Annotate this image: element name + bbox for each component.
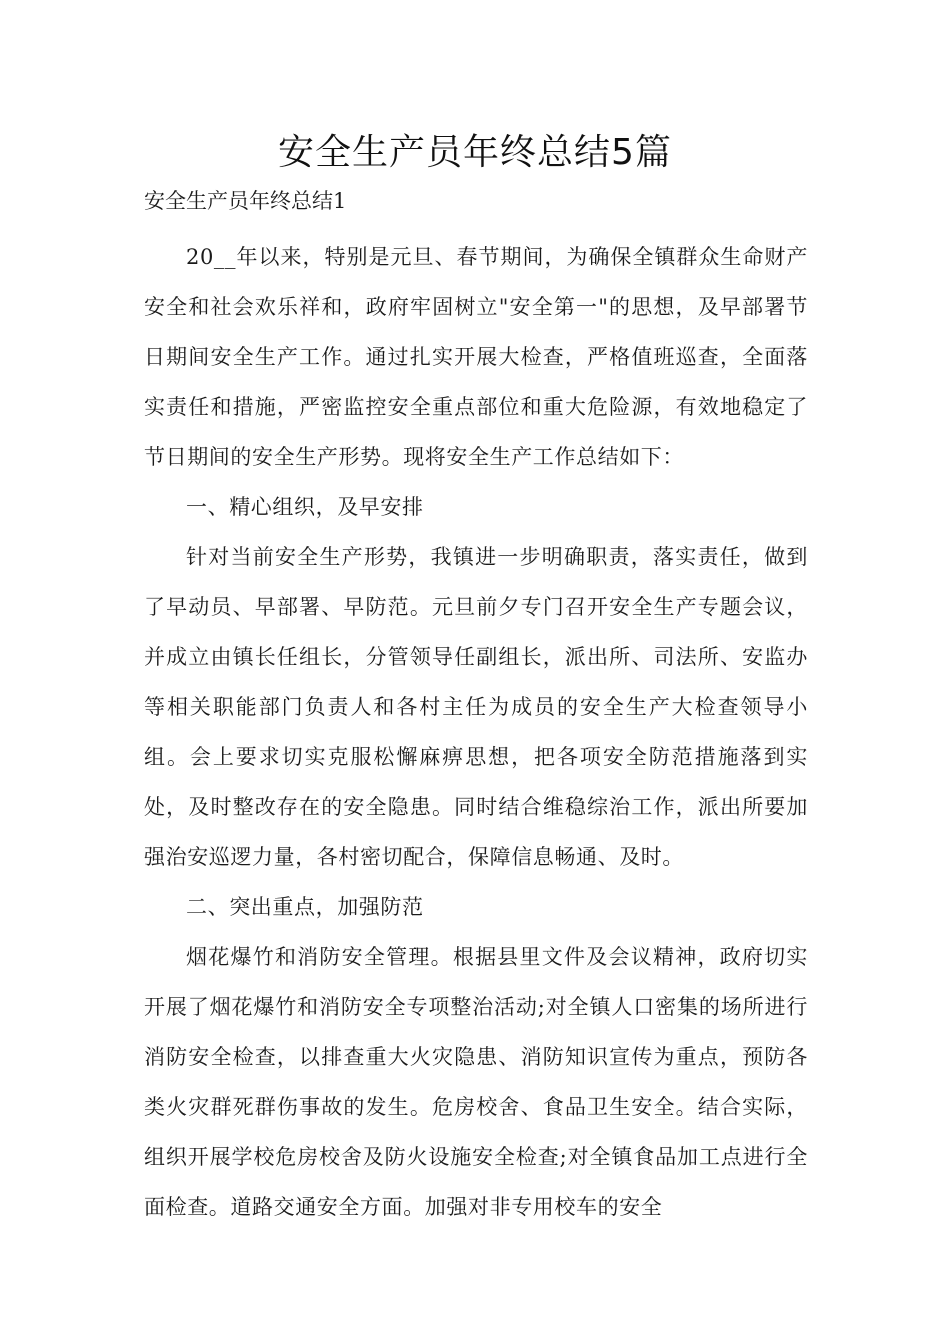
section-heading-1: 一、精心组织，及早安排 — [186, 495, 424, 519]
section-heading-2: 二、突出重点，加强防范 — [186, 895, 424, 919]
document-body — [144, 232, 808, 1232]
document-title: 安全生产员年终总结5篇 — [278, 132, 672, 173]
document-subtitle: 安全生产员年终总结1 — [144, 189, 347, 213]
paragraph-section-2: 烟花爆竹和消防安全管理。根据县里文件及会议精神，政府切实开展了烟花爆竹和消防安全专项整治活动;对全镇人口密集的场所进行消防安全检查，以排查重大火灾隐患、消防知识宣传为重点，预防各类火灾群死群伤事故的发生。危房校舍、食品卫生安全。结合实际，组织开展学校危房校舍及防火设施安全检查;对全镇食品加工点进行全面检查。道路交通安全方面。加强对非专用校车的安全 — [144, 945, 808, 1219]
paragraph-intro: 20__年以来，特别是元旦、春节期间，为确保全镇群众生命财产安全和社会欢乐祥和，政府牢固树立"安全第一"的思想，及早部署节日期间安全生产工作。通过扎实开展大检查，严格值班巡查，全面落实责任和措施，严密监控安全重点部位和重大危险源，有效地稳定了节日期间的安全生产形势。现将安全生产工作总结如下： — [144, 245, 808, 469]
paragraph-section-1: 针对当前安全生产形势，我镇进一步明确职责，落实责任，做到了早动员、早部署、早防范。元旦前夕专门召开安全生产专题会议，并成立由镇长任组长，分管领导任副组长，派出所、司法所、安监办等相关职能部门负责人和各村主任为成员的安全生产大检查领导小组。会上要求切实克服松懈麻痹思想，把各项安全防范措施落到实处，及时整改存在的安全隐患。同时结合维稳综治工作，派出所要加强治安巡逻力量，各村密切配合，保障信息畅通、及时。 — [144, 545, 808, 869]
